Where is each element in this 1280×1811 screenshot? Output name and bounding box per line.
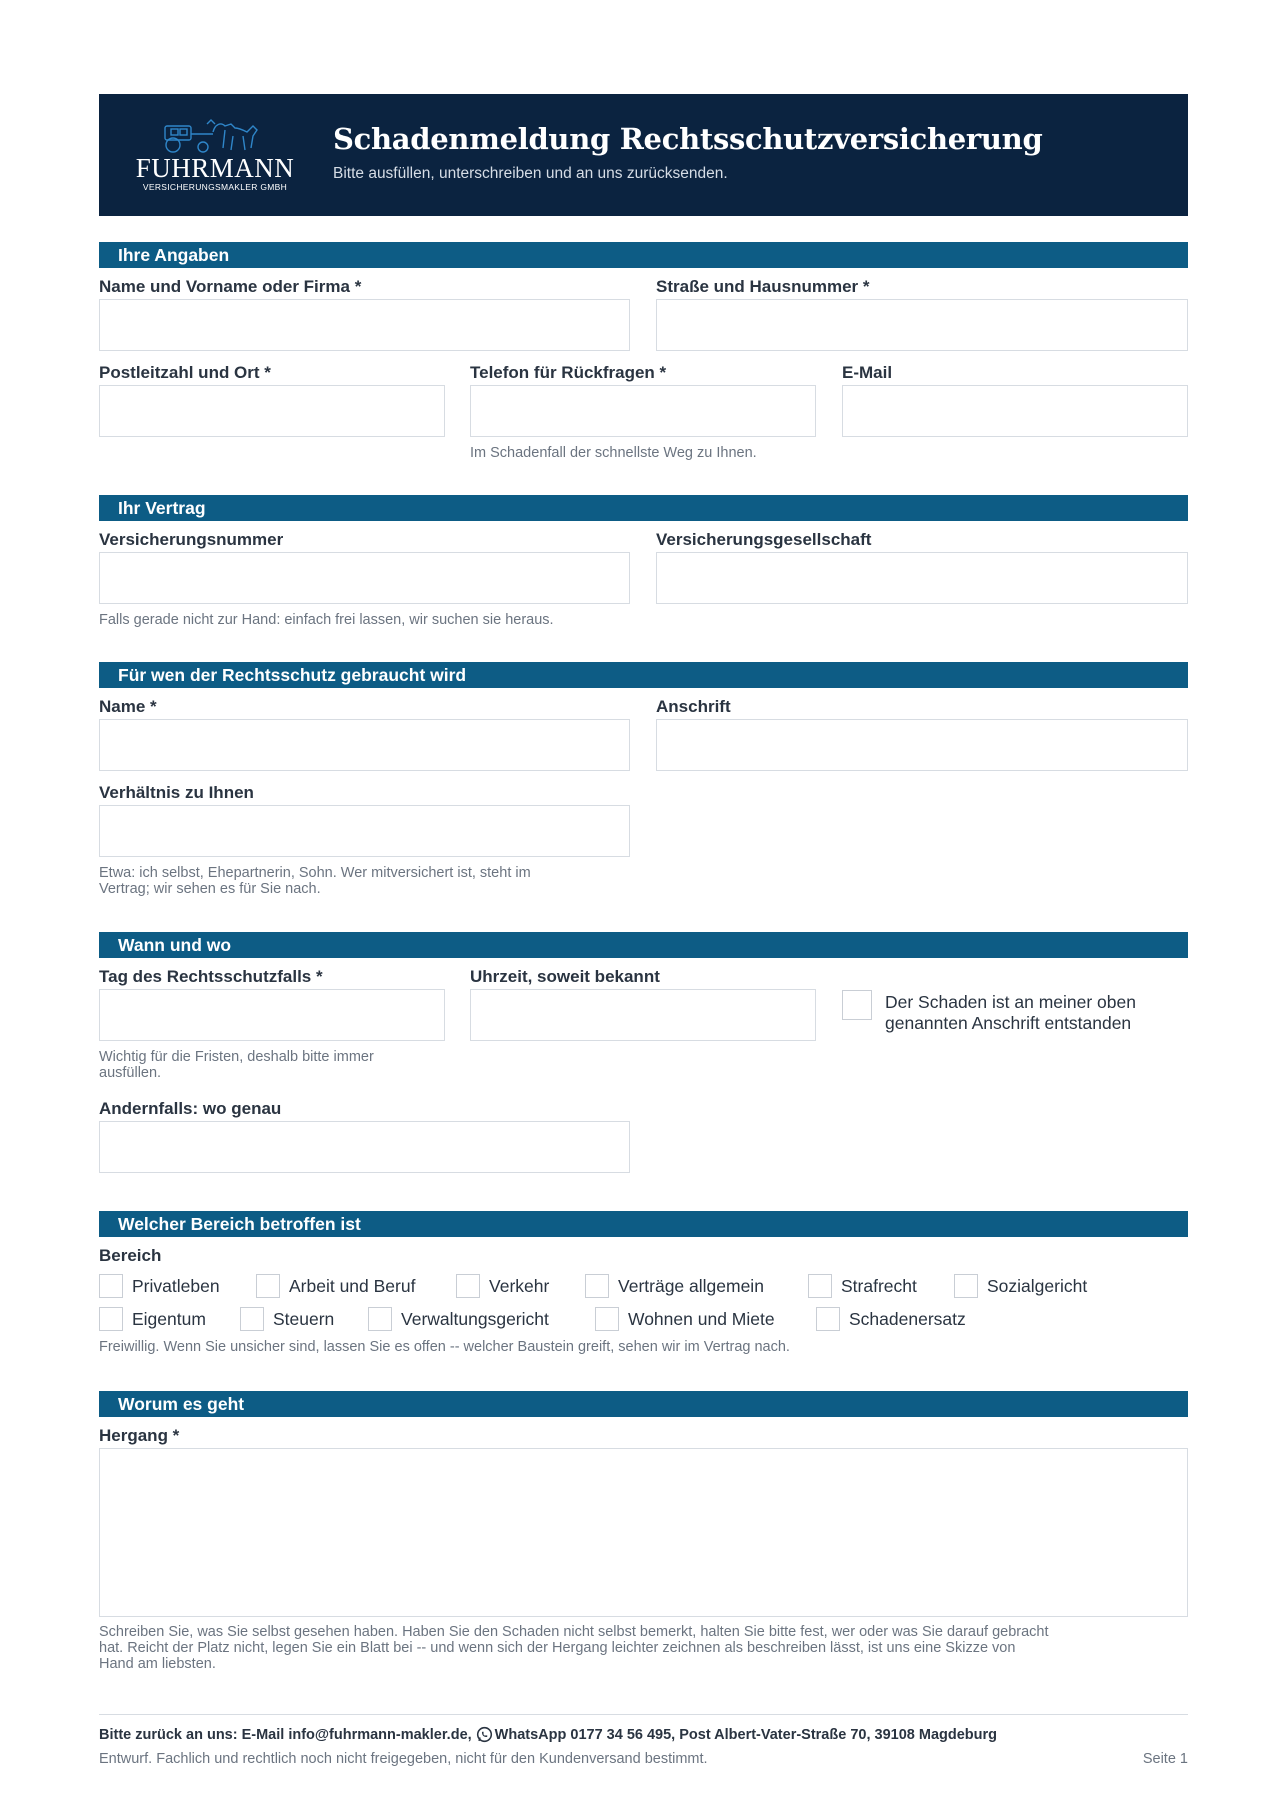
option-verwaltungsgericht[interactable]	[368, 1307, 549, 1331]
tag-hint-line: Wichtig für die Fristen, deshalb bitte immer	[99, 1049, 374, 1065]
hergang-hint-line: Schreiben Sie, was Sie selbst gesehen haben. Haben Sie den Schaden nicht selbst bemerkt, halten Sie bitte fest, wer oder was Sie darauf gebracht	[99, 1624, 1049, 1640]
option-label: Verkehr	[489, 1275, 550, 1296]
section-bereich: Welcher Bereich betroffen ist	[99, 1211, 1188, 1237]
checkbox[interactable]	[99, 1307, 123, 1331]
header-text	[333, 122, 1042, 183]
bereich-hint: Freiwillig. Wenn Sie unsicher sind, lassen Sie es offen -- welcher Baustein greift, sehen wir im Vertrag nach.	[99, 1339, 790, 1355]
footer-contact-rest: WhatsApp 0177 34 56 495, Post Albert-Vater-Straße 70, 39108 Magdeburg	[494, 1726, 997, 1743]
anschrift-label: Anschrift	[656, 697, 731, 716]
option-privatleben[interactable]	[99, 1274, 220, 1298]
hergang-hint	[99, 1624, 1049, 1672]
checkbox[interactable]	[585, 1274, 609, 1298]
form-page	[99, 94, 1188, 1767]
tag-field[interactable]	[99, 989, 445, 1041]
section-ihre-angaben: Ihre Angaben	[99, 242, 1188, 268]
email-field[interactable]	[842, 385, 1188, 437]
option-label: Steuern	[273, 1308, 335, 1329]
tag-label: Tag des Rechtsschutzfalls *	[99, 967, 323, 986]
name-field[interactable]	[99, 299, 630, 351]
section-wann-und-wo: Wann und wo	[99, 932, 1188, 958]
telefon-field[interactable]	[470, 385, 816, 437]
company-logo	[135, 118, 295, 194]
checkbox[interactable]	[99, 1274, 123, 1298]
option-label: Eigentum	[132, 1308, 206, 1329]
verhaeltnis-hint-line: Vertrag; wir sehen es für Sie nach.	[99, 881, 321, 897]
page-number: Seite 1	[1142, 1751, 1188, 1767]
section-worum-es-geht: Worum es geht	[99, 1391, 1188, 1417]
versicherungsnummer-label: Versicherungsnummer	[99, 530, 284, 549]
person-name-label: Name *	[99, 697, 157, 716]
whatsapp-icon	[476, 1726, 493, 1743]
option-label: Sozialgericht	[987, 1275, 1088, 1296]
checkbox[interactable]	[240, 1307, 264, 1331]
option-strafrecht[interactable]	[808, 1274, 917, 1298]
section-ihr-vertrag: Ihr Vertrag	[99, 495, 1188, 521]
checkbox-label-line: genannten Anschrift entstanden	[885, 1013, 1132, 1033]
tag-hint-line: ausfüllen.	[99, 1065, 162, 1081]
checkbox[interactable]	[368, 1307, 392, 1331]
name-label: Name und Vorname oder Firma *	[99, 277, 362, 296]
carriage-horse-icon	[163, 118, 267, 156]
anschrift-field[interactable]	[656, 719, 1188, 771]
option-arbeit-und-beruf[interactable]	[256, 1274, 415, 1298]
option-vertraege-allgemein[interactable]	[585, 1274, 764, 1298]
option-steuern[interactable]	[240, 1307, 334, 1331]
checkbox[interactable]	[595, 1307, 619, 1331]
checkbox[interactable]	[816, 1307, 840, 1331]
vertrag-hint: Falls gerade nicht zur Hand: einfach frei lassen, wir suchen sie heraus.	[99, 612, 554, 628]
draft-note: Entwurf. Fachlich und rechtlich noch nicht freigegeben, nicht für den Kundenversand bestimmt.	[99, 1751, 708, 1767]
person-name-field[interactable]	[99, 719, 630, 771]
logo-wordmark: FUHRMANN	[135, 153, 295, 183]
telefon-label: Telefon für Rückfragen *	[470, 363, 667, 382]
bereich-label: Bereich	[99, 1246, 162, 1265]
option-label: Privatleben	[132, 1275, 220, 1296]
checkbox[interactable]	[256, 1274, 280, 1298]
verhaeltnis-hint-line: Etwa: ich selbst, Ehepartnerin, Sohn. Wer mitversichert ist, steht im	[99, 865, 531, 881]
option-schadenersatz[interactable]	[816, 1307, 966, 1331]
gesellschaft-label: Versicherungsgesellschaft	[656, 530, 872, 549]
footer-divider	[99, 1714, 1188, 1715]
plz-field[interactable]	[99, 385, 445, 437]
uhrzeit-label: Uhrzeit, soweit bekannt	[470, 967, 660, 986]
section-fuer-wen: Für wen der Rechtsschutz gebraucht wird	[99, 662, 1188, 688]
hergang-hint-line: Hand am liebsten.	[99, 1656, 216, 1672]
option-eigentum[interactable]	[99, 1307, 206, 1331]
footer-contact-email: Bitte zurück an uns: E-Mail info@fuhrmann-makler.de,	[99, 1726, 472, 1743]
verhaeltnis-label: Verhältnis zu Ihnen	[99, 783, 254, 802]
wo-label: Andernfalls: wo genau	[99, 1099, 282, 1118]
footer-contact	[99, 1726, 997, 1743]
tag-hint	[99, 1049, 374, 1081]
page-subtitle: Bitte ausfüllen, unterschreiben und an uns zurücksenden.	[333, 165, 728, 182]
wo-field[interactable]	[99, 1121, 630, 1173]
plz-label: Postleitzahl und Ort *	[99, 363, 271, 382]
option-label: Wohnen und Miete	[628, 1308, 775, 1329]
hergang-textarea[interactable]	[99, 1448, 1188, 1617]
verhaeltnis-hint	[99, 865, 531, 897]
hergang-hint-line: hat. Reicht der Platz nicht, legen Sie ein Blatt bei -- und wenn sich der Hergang leichter zeichnen als beschreiben lässt, ist uns eine Skizze von	[99, 1640, 1016, 1656]
option-sozialgericht[interactable]	[954, 1274, 1087, 1298]
telefon-hint: Im Schadenfall der schnellste Weg zu Ihnen.	[470, 445, 757, 461]
gesellschaft-field[interactable]	[656, 552, 1188, 604]
logo-subtitle: VERSICHERUNGSMAKLER GMBH	[142, 182, 288, 192]
option-verkehr[interactable]	[456, 1274, 549, 1298]
option-label: Strafrecht	[841, 1275, 917, 1296]
page-title: Schadenmeldung Rechtsschutzversicherung	[333, 122, 1043, 156]
versicherungsnummer-field[interactable]	[99, 552, 630, 604]
uhrzeit-field[interactable]	[470, 989, 816, 1041]
option-wohnen-und-miete[interactable]	[595, 1307, 775, 1331]
verhaeltnis-field[interactable]	[99, 805, 630, 857]
anschrift-checkbox-label	[885, 992, 1136, 1034]
checkbox[interactable]	[456, 1274, 480, 1298]
option-label: Arbeit und Beruf	[289, 1275, 416, 1296]
anschrift-checkbox[interactable]	[842, 990, 872, 1020]
option-label: Verwaltungsgericht	[401, 1308, 549, 1329]
option-label: Verträge allgemein	[618, 1275, 764, 1296]
checkbox-label-line: Der Schaden ist an meiner oben	[885, 992, 1136, 1012]
email-label: E-Mail	[842, 363, 893, 382]
checkbox[interactable]	[954, 1274, 978, 1298]
hergang-label: Hergang *	[99, 1426, 180, 1445]
strasse-field[interactable]	[656, 299, 1188, 351]
strasse-label: Straße und Hausnummer *	[656, 277, 870, 296]
option-label: Schadenersatz	[849, 1308, 966, 1329]
checkbox[interactable]	[808, 1274, 832, 1298]
form-header	[99, 94, 1188, 216]
